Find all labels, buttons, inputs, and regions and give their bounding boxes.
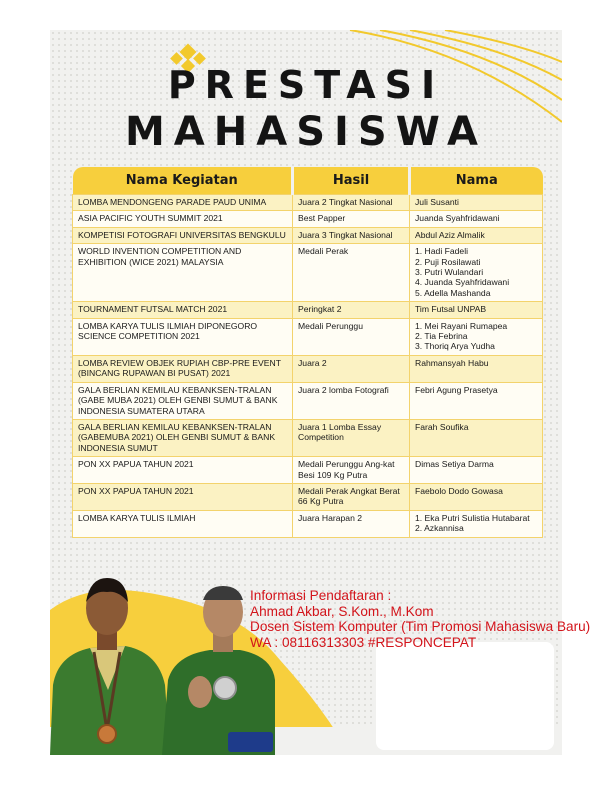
cell-nama [410,318,543,355]
cell-nama [410,211,543,227]
cell-kegiatan: LOMBA MENDONGENG PARADE PAUD UNIMA [73,195,293,211]
cell-hasil: Medali Perunggu [293,318,410,355]
nama-line: Rahmansyah Habu [415,357,489,368]
athlete-left [50,578,170,755]
cell-hasil: Medali Perak Angkat Berat 66 Kg Putra [293,483,410,510]
cell-nama [410,195,543,211]
cell-nama [410,457,543,484]
cell-kegiatan: WORLD INVENTION COMPETITION AND EXHIBITION (WICE 2021) MALAYSIA [73,244,293,302]
cell-hasil: Best Papper [293,211,410,227]
cell-kegiatan: PON XX PAPUA TAHUN 2021 [73,483,293,510]
cell-nama [410,244,543,302]
nama-line: 3. Putri Wulandari [415,267,484,278]
column-header-hasil: Hasil [293,167,410,195]
nama-line: 2. Puji Rosilawati [415,256,481,267]
nama-line: Faebolo Dodo Gowasa [415,485,503,496]
registration-box [376,642,554,750]
table-row [73,355,543,382]
page-title-line-2: MAHASISWA [125,109,487,155]
cell-hasil: Juara 2 [293,355,410,382]
nama-line: Juli Susanti [415,197,459,207]
nama-line: Febri Agung Prasetya [415,384,498,395]
table-row [73,211,543,227]
cell-kegiatan: GALA BERLIAN KEMILAU KEBANKSEN-TRALAN (GABE MUBA 2021) OLEH GENBI SUMUT & BANK INDONESIA SUMATERA UTARA [73,382,293,419]
table-row [73,302,543,318]
cell-kegiatan: TOURNAMENT FUTSAL MATCH 2021 [73,302,293,318]
cell-kegiatan: GALA BERLIAN KEMILAU KEBANKSEN-TRALAN (GABEMUBA 2021) OLEH GENBI SUMUT & BANK INDONESIA SUMUT [73,419,293,456]
nama-line: 1. Hadi Fadeli [415,246,469,257]
nama-line: Tim Futsal UNPAB [415,304,487,315]
cell-hasil: Peringkat 2 [293,302,410,318]
info-heading: Informasi Pendaftaran : [250,588,392,603]
cell-kegiatan: KOMPETISI FOTOGRAFI UNIVERSITAS BENGKULU [73,227,293,243]
cell-kegiatan: LOMBA KARYA TULIS ILMIAH [73,510,293,537]
cell-nama [410,483,543,510]
cell-hasil: Medali Perak [293,244,410,302]
nama-line: Juanda Syahfridawani [415,213,500,224]
cell-nama [410,382,543,419]
contact-whatsapp: WA : 08116313303 #RESPONCEPAT [250,634,477,650]
athletes-photo [50,560,275,755]
nama-line: 2. Tia Febrina [415,331,468,342]
cell-kegiatan: LOMBA REVIEW OBJEK RUPIAH CBP-PRE EVENT (BINCANG RUPAWAN BI PUSAT) 2021 [73,355,293,382]
nama-line: 5. Adella Mashanda [415,287,491,298]
table-row [73,419,543,456]
table-row [73,227,543,243]
cell-hasil: Juara 2 Tingkat Nasional [293,195,410,211]
nama-line: 4. Juanda Syahfridawani [415,277,510,288]
cell-hasil: Juara 2 lomba Fotografi [293,382,410,419]
cell-hasil: Medali Perunggu Ang-kat Besi 109 Kg Putra [293,457,410,484]
table-row [73,483,543,510]
nama-line: Abdul Aziz Almalik [415,229,485,240]
table-row [73,244,543,302]
nama-line: 1. Mei Rayani Rumapea [415,320,508,331]
cell-nama [410,227,543,243]
table-row [73,318,543,355]
column-header-kegiatan: Nama Kegiatan [73,167,293,195]
nama-line: Farah Soufika [415,421,469,432]
cell-kegiatan: PON XX PAPUA TAHUN 2021 [73,457,293,484]
nama-line: Dimas Setiya Darma [415,459,494,470]
achievements-table [72,167,543,538]
cell-nama [410,419,543,456]
nama-line: 1. Eka Putri Sulistia Hutabarat [415,512,530,523]
column-header-nama: Nama [410,167,543,195]
page-title-line-1: PRESTASI [167,63,445,107]
contact-name: Ahmad Akbar, S.Kom., M.Kom [250,603,434,619]
table-row [73,382,543,419]
table-row [73,195,543,211]
cell-hasil: Juara 3 Tingkat Nasional [293,227,410,243]
cell-hasil: Juara Harapan 2 [293,510,410,537]
nama-line: 2. Azkannisa [415,523,464,534]
table-row [73,510,543,537]
cell-nama [410,355,543,382]
cell-kegiatan: ASIA PACIFIC YOUTH SUMMIT 2021 [73,211,293,227]
table-header-row [73,167,543,195]
cell-hasil: Juara 1 Lomba Essay Competition [293,419,410,456]
cell-kegiatan: LOMBA KARYA TULIS ILMIAH DIPONEGORO SCIENCE COMPETITION 2021 [73,318,293,355]
cell-nama [410,302,543,318]
table-row [73,457,543,484]
nama-line: 3. Thoriq Arya Yudha [415,341,495,352]
cell-nama [410,510,543,537]
contact-role: Dosen Sistem Komputer (Tim Promosi Mahasiswa Baru) [250,619,591,634]
registration-info [250,588,590,650]
